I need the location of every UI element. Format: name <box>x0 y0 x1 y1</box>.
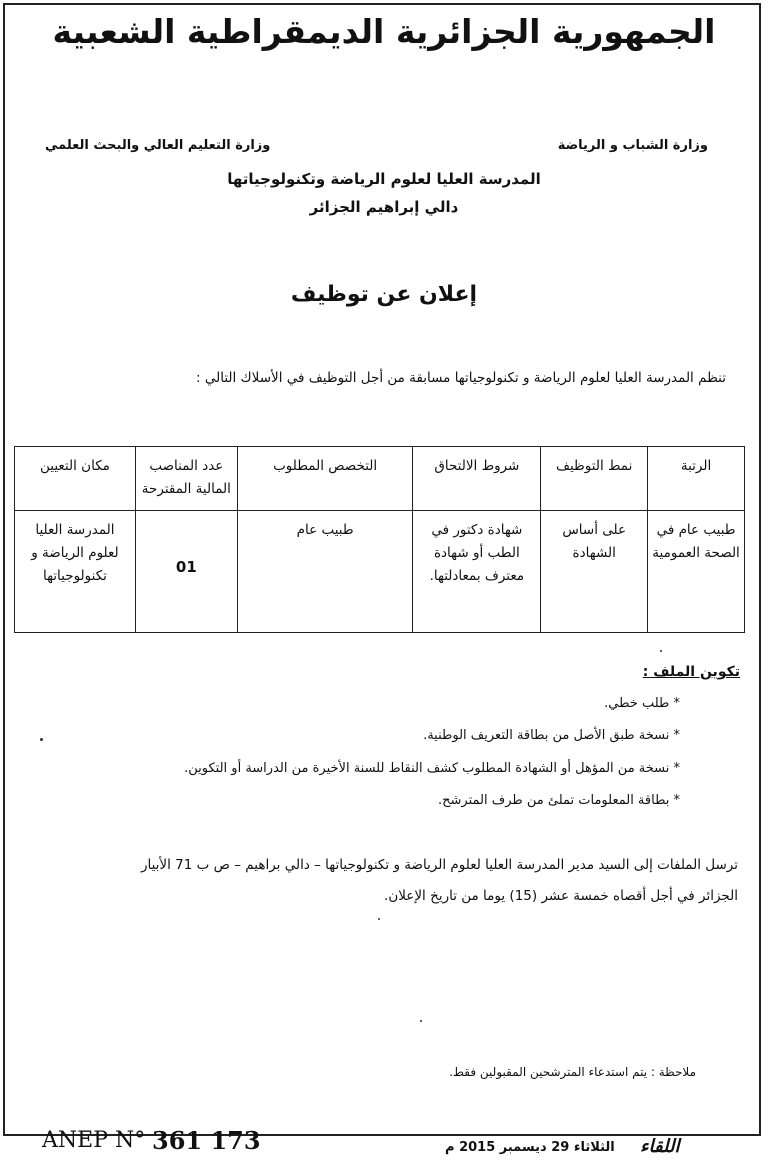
cell-specialty: طبيب عام <box>237 511 413 633</box>
list-item: * بطاقة المعلومات تملئ من طرف المترشح. <box>438 793 680 808</box>
school-location: دالي إبراهيم الجزائر <box>309 198 459 216</box>
ministry-higher-education: وزارة التعليم العالي والبحث العلمي <box>45 138 271 153</box>
announcement-title: إعلان عن توظيف <box>290 282 478 307</box>
table-header-row <box>15 447 745 511</box>
deadline-line: الجزائر في أجل أقصاه خمسة عشر (15) يوما من تاريخ الإعلان. <box>384 888 738 904</box>
header-specialty: التخصص المطلوب <box>237 447 413 511</box>
note: ملاحظة : يتم استدعاء المترشحين المقبولين فقط. <box>449 1065 696 1079</box>
newspaper-logo: اللقاء <box>640 1136 680 1157</box>
anep-number: 361 173 <box>152 1126 261 1155</box>
publication-date: الثلاثاء 29 ديسمبر 2015 م <box>445 1140 615 1155</box>
scan-speck <box>660 650 662 652</box>
sending-instructions-line: ترسل الملفات إلى السيد مدير المدرسة العليا لعلوم الرياضة و تكنولوجياتها – دالي براهيم – ص ب 71 الأبيار <box>140 857 738 873</box>
cell-rank: طبيب عام في الصحة العمومية <box>648 511 745 633</box>
anep-label: ANEP N° <box>42 1128 146 1153</box>
scan-speck <box>420 1020 422 1022</box>
header-rank: الرتبة <box>648 447 745 511</box>
scan-speck <box>378 918 380 920</box>
header-positions: عدد المناصب المالية المقترحة <box>135 447 237 511</box>
jobs-table <box>14 446 745 633</box>
republic-heading: الجمهورية الجزائرية الديمقراطية الشعبية <box>52 12 716 51</box>
file-section-title: تكوين الملف : <box>642 664 740 680</box>
header-mode: نمط التوظيف <box>541 447 648 511</box>
cell-mode: على أساس الشهادة <box>541 511 648 633</box>
cell-conditions: شهادة دكتور في الطب أو شهادة معترف بمعادلتها. <box>413 511 541 633</box>
ministry-youth-sports: وزارة الشباب و الرياضة <box>557 138 708 153</box>
table-row <box>15 511 745 633</box>
header-location: مكان التعيين <box>15 447 136 511</box>
list-item: * نسخة طبق الأصل من بطاقة التعريف الوطنية. <box>423 728 680 743</box>
list-item: * طلب خطي. <box>604 696 680 711</box>
cell-location: المدرسة العليا لعلوم الرياضة و تكنولوجياتها <box>15 511 136 633</box>
header-conditions: شروط الالتحاق <box>413 447 541 511</box>
school-name: المدرسة العليا لعلوم الرياضة وتكنولوجياتها <box>227 170 541 188</box>
intro-paragraph: تنظم المدرسة العليا لعلوم الرياضة و تكنولوجياتها مسابقة من أجل التوظيف في الأسلاك التالي : <box>196 370 726 386</box>
scan-speck <box>40 738 43 741</box>
cell-positions: 01 <box>135 511 237 633</box>
list-item: * نسخة من المؤهل أو الشهادة المطلوب كشف النقاط للسنة الأخيرة من الدراسة أو التكوين. <box>184 761 680 776</box>
